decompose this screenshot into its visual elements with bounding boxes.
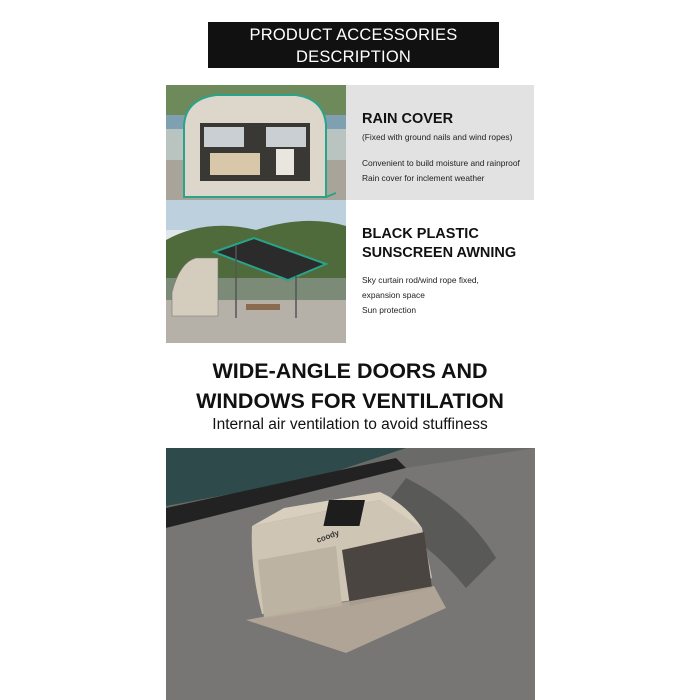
awning-title-2: SUNSCREEN AWNING <box>362 245 517 261</box>
ventilation-heading-2: WINDOWS FOR VENTILATION <box>196 389 504 413</box>
ventilation-heading-1: WIDE-ANGLE DOORS AND <box>212 359 488 383</box>
awning-desc-1: Sky curtain rod/wind rope fixed, <box>362 275 479 285</box>
rain-cover-subtitle: (Fixed with ground nails and wind ropes) <box>362 132 513 142</box>
awning-title-1: BLACK PLASTIC <box>362 226 479 242</box>
awning-desc-2: expansion space <box>362 290 425 300</box>
banner-line-2: DESCRIPTION <box>296 48 411 66</box>
rain-cover-desc-1: Convenient to build moisture and rainproof <box>362 158 520 168</box>
rain-cover-photo <box>166 85 346 200</box>
banner-line-1: PRODUCT ACCESSORIES <box>249 26 458 44</box>
rain-cover-title: RAIN COVER <box>362 111 454 127</box>
awning-desc-3: Sun protection <box>362 305 417 315</box>
rain-cover-desc-2: Rain cover for inclement weather <box>362 173 485 183</box>
tent-photo <box>166 448 535 700</box>
section-banner <box>208 22 499 68</box>
awning-photo <box>166 200 346 343</box>
ventilation-subheading: Internal air ventilation to avoid stuffiness <box>212 416 488 433</box>
coody-logo: coody <box>315 528 341 545</box>
